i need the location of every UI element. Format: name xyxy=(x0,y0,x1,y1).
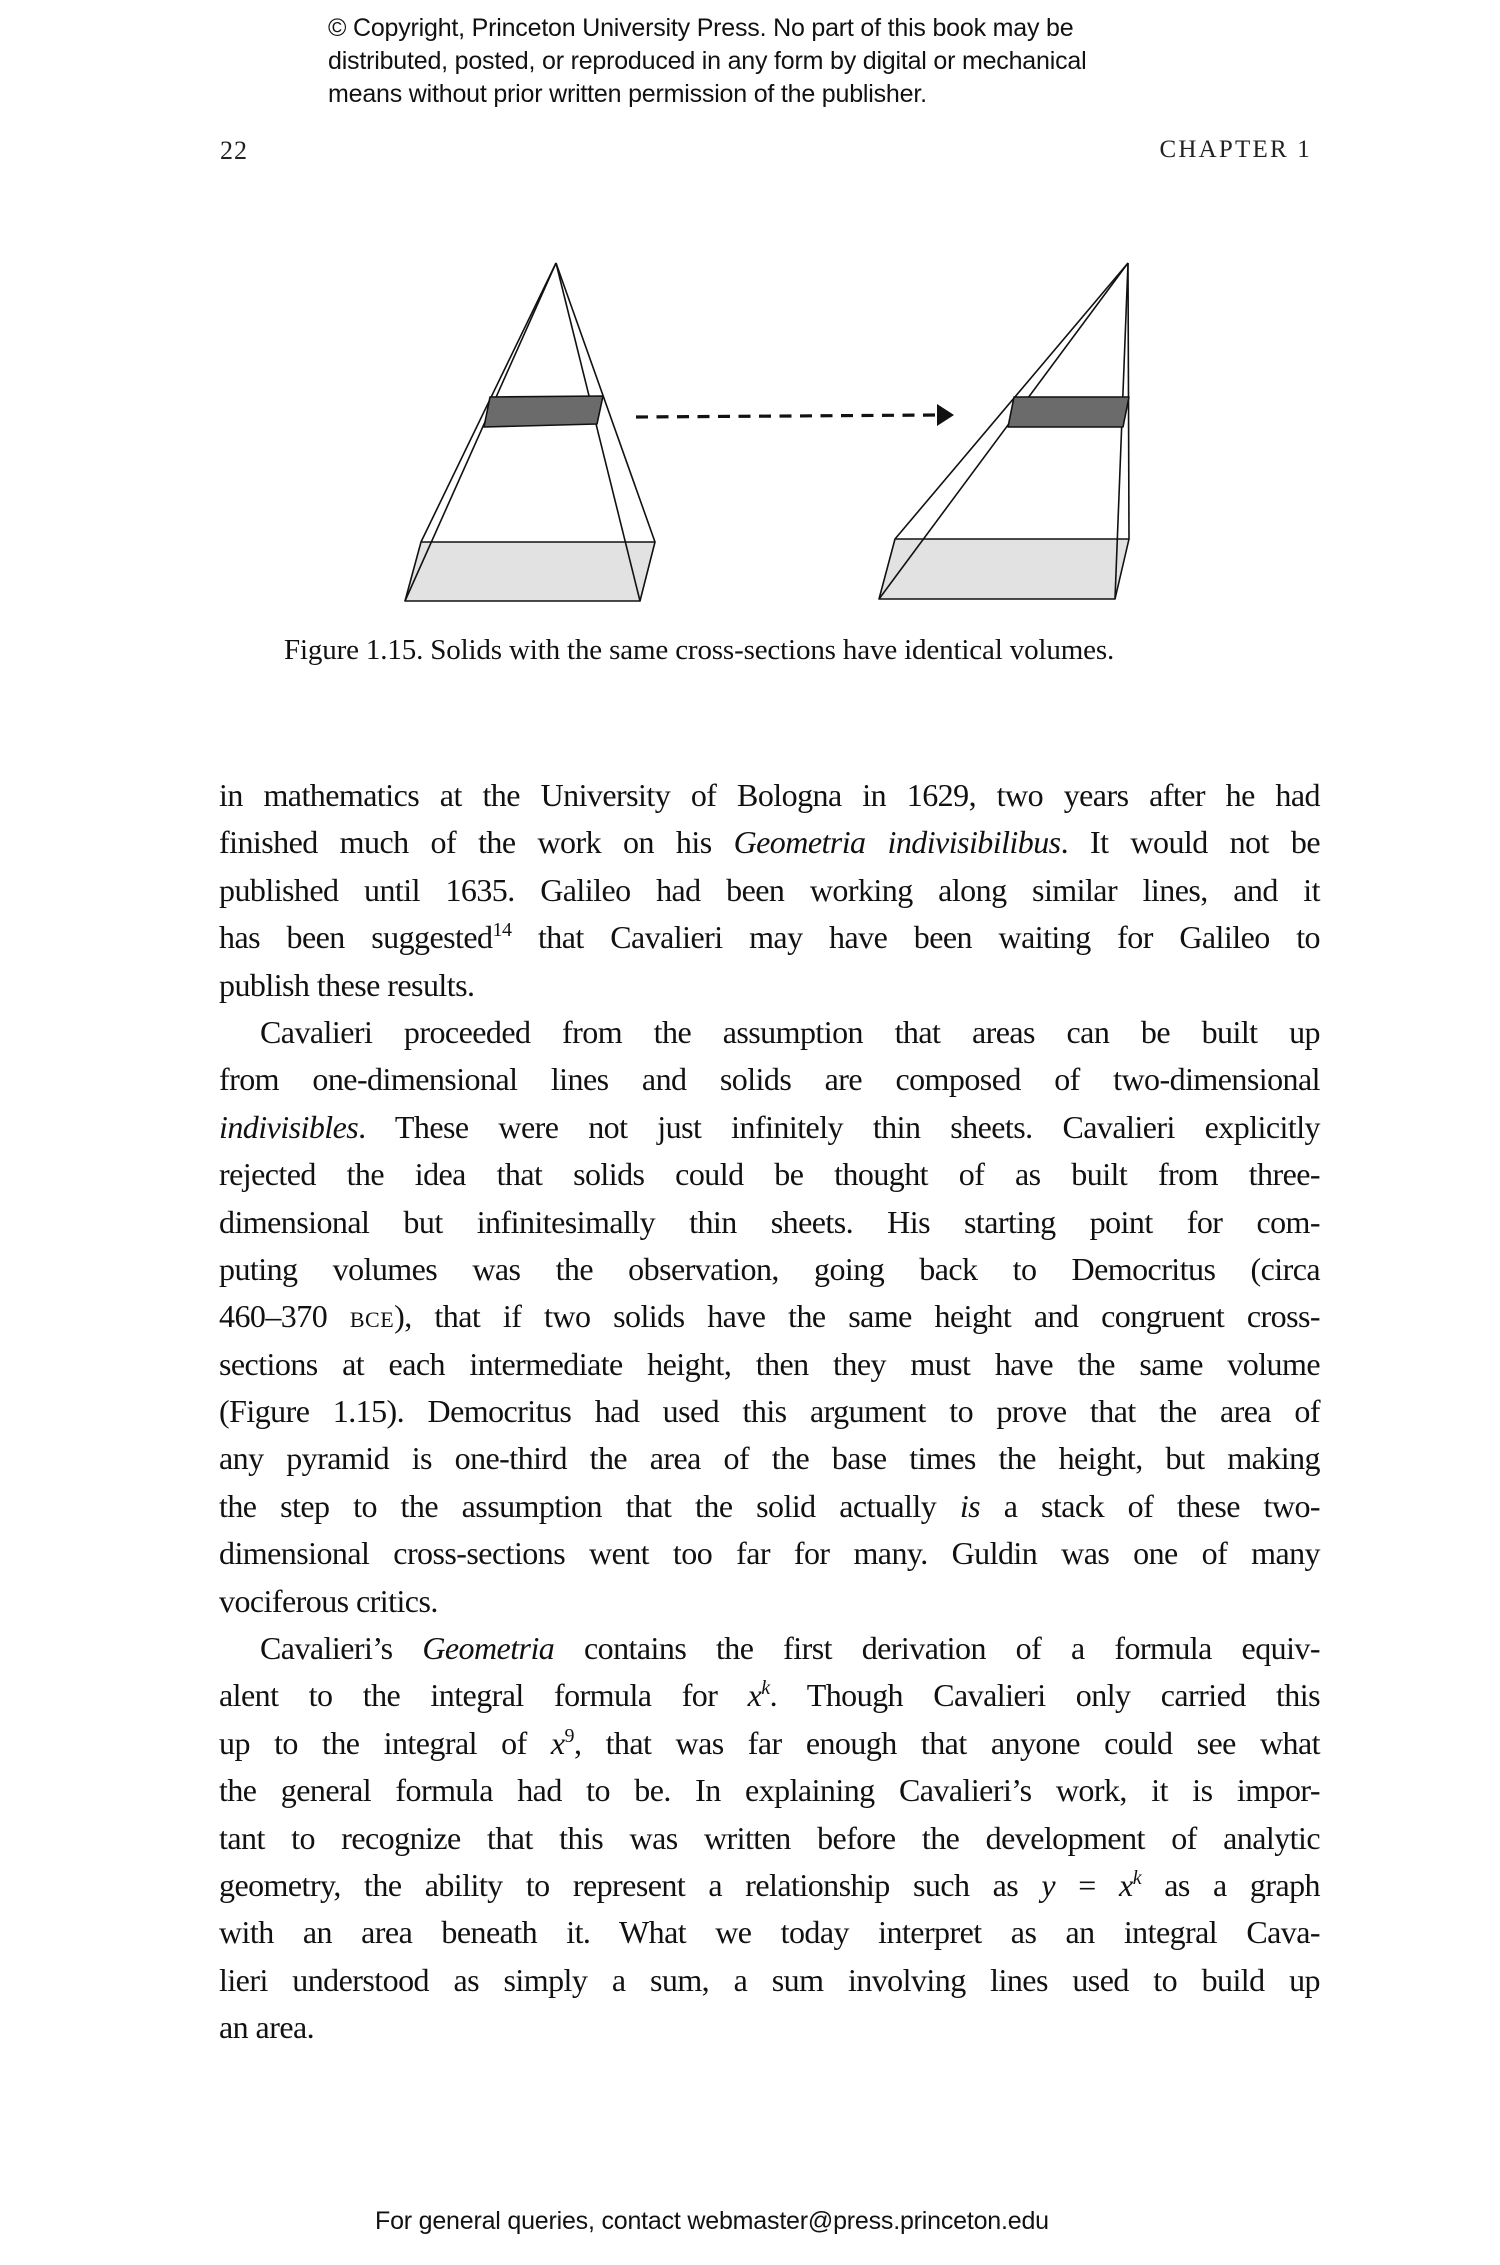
copyright-line: means without prior written permission of the publisher. xyxy=(328,80,927,108)
text-line: has been suggested$^{14}$ that Cavalieri may have been waiting for Galileo to xyxy=(219,919,1320,956)
text-line: with an area beneath it. What we today interpret as an integral Cava- xyxy=(219,1914,1320,1951)
superscript: k xyxy=(1132,1866,1142,1889)
chapter-title: CHAPTER 1 xyxy=(1159,136,1312,163)
text-line: dimensional cross-sections went too far for many. Guldin was one of many xyxy=(219,1535,1320,1572)
superscript: k xyxy=(761,1677,770,1700)
figure-solids-diagram xyxy=(0,0,1500,640)
text-line: finished much of the work on his Geometria indivisibilibus. It would not be xyxy=(219,824,1320,861)
paragraph xyxy=(219,772,1320,1009)
right-cross-section xyxy=(1008,397,1129,427)
text-line: rejected the idea that solids could be thought of as built from three- xyxy=(219,1156,1320,1193)
page-number: 22 xyxy=(220,136,248,165)
left-base xyxy=(405,542,655,601)
paragraph xyxy=(219,1009,1320,1625)
text-line: indivisibles. These were not just infinitely thin sheets. Cavalieri explicitly xyxy=(219,1108,1320,1145)
copyright-line: distributed, posted, or reproduced in any form by digital or mechanical xyxy=(328,47,1087,75)
arrowhead-icon xyxy=(937,404,954,426)
text-line: vociferous critics. xyxy=(219,1582,438,1619)
text-line: any pyramid is one-third the area of the base times the height, but making xyxy=(219,1440,1320,1477)
text-line: publish these results. xyxy=(219,966,475,1003)
copyright-line: © Copyright, Princeton University Press. No part of this book may be xyxy=(328,14,1074,42)
text-line: from one-dimensional lines and solids are composed of two-dimensional xyxy=(219,1061,1320,1098)
text-line: the step to the assumption that the solid actually is a stack of these two- xyxy=(219,1487,1321,1524)
text-line: in mathematics at the University of Bologna in 1629, two years after he had xyxy=(219,777,1320,813)
text-line: (Figure 1.15). Democritus had used this argument to prove that the area of xyxy=(219,1393,1320,1430)
text-line: Cavalieri proceeded from the assumption that areas can be built up xyxy=(260,1013,1320,1050)
dashed-arrow xyxy=(636,404,954,426)
text-line: puting volumes was the observation, going back to Democritus (circa xyxy=(219,1250,1320,1287)
superscript: 14 xyxy=(492,919,512,942)
left-right-pyramid xyxy=(405,263,655,601)
body-text xyxy=(219,772,1320,2052)
text-line: an area. xyxy=(219,2009,315,2046)
text-line: lieri understood as simply a sum, a sum involving lines used to build up xyxy=(219,1961,1320,1998)
paragraph xyxy=(219,1625,1320,2052)
oblique-pyramid xyxy=(879,263,1129,599)
text-line: Cavalieri’s Geometria contains the first derivation of a formula equiv- xyxy=(260,1630,1320,1667)
footer-contact: For general queries, contact webmaster@press.princeton.edu xyxy=(375,2207,1049,2235)
figure-caption: Figure 1.15. Solids with the same cross-sections have identical volumes. xyxy=(284,634,1115,666)
text-line: the general formula had to be. In explaining Cavalieri’s work, it is impor- xyxy=(219,1772,1320,1809)
superscript: 9 xyxy=(564,1724,574,1747)
text-line: geometry, the ability to represent a relationship such as $y = x^k$ as a graph xyxy=(219,1866,1320,1903)
text-line: published until 1635. Galileo had been working along similar lines, and it xyxy=(219,871,1320,908)
left-cross-section xyxy=(484,396,603,427)
text-line: sections at each intermediate height, then they must have the same volume xyxy=(219,1345,1320,1382)
text-line: tant to recognize that this was written before the development of analytic xyxy=(219,1819,1320,1856)
text-line: alent to the integral formula for $x^k$. Though Cavalieri only carried this xyxy=(219,1677,1320,1714)
text-line: up to the integral of $x^9$, that was far enough that anyone could see what xyxy=(219,1724,1320,1761)
text-line: 460–370 bce), that if two solids have the same height and congruent cross- xyxy=(219,1298,1320,1335)
text-line: dimensional but infinitesimally thin sheets. His starting point for com- xyxy=(219,1203,1320,1240)
